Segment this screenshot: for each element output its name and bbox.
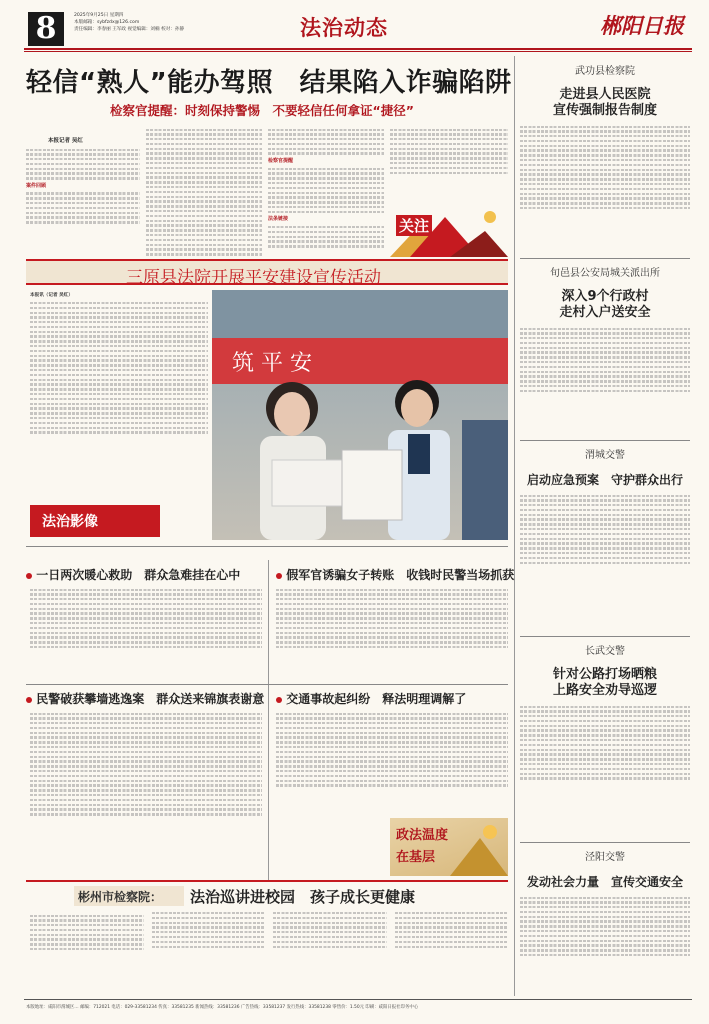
bottom-body — [30, 912, 508, 994]
bottom-title: 法治巡讲进校园 孩子成长更健康 — [190, 888, 416, 906]
story3-headline: 民警破获攀墙逃逸案 群众送来锦旗表谢意 — [36, 692, 265, 706]
feature-title: 三原县法院开展平安建设宣传活动 — [126, 268, 381, 288]
right-sec1-label: 武功县检察院 — [575, 66, 635, 77]
masthead-logo: 郴阳日报 — [600, 13, 684, 38]
photo-label: 法治影像 — [42, 514, 98, 530]
story2-title — [276, 566, 515, 583]
prosecutor-tip-heading: 检察官提醒 — [268, 157, 294, 164]
lead-headline: 轻信“熟人”能办驾照 结果陷入诈骗陷阱 — [26, 68, 512, 98]
story3-body — [30, 710, 262, 878]
story4-body — [276, 710, 508, 830]
mid-rule — [26, 546, 508, 547]
svg-text:筑 平 安: 筑 平 安 — [232, 351, 312, 376]
right-sec5 — [520, 848, 690, 998]
feature-photo — [212, 290, 508, 540]
bullet-icon — [276, 573, 282, 579]
lead-body-col1 — [26, 146, 140, 272]
right-sec1-body — [520, 123, 690, 257]
right-sec1 — [520, 62, 690, 257]
promo-bottom: 在基层 — [396, 850, 436, 865]
feature-banner — [26, 259, 508, 288]
story4-headline: 交通事故起纠纷 释法明理调解了 — [286, 692, 467, 706]
photo-scene-icon — [212, 290, 508, 540]
stories-divider — [268, 560, 269, 880]
issue-info-line: 本版邮箱：sybfzdx@126.com — [74, 20, 140, 25]
story1-body — [30, 586, 262, 682]
lead-subhead: 检察官提醒：时刻保持警惕 不要轻信任何拿证“捷径” — [110, 103, 414, 118]
right-sec4 — [520, 642, 690, 833]
photo-label-box — [30, 505, 160, 537]
lead-body-col3 — [268, 126, 384, 274]
right-sec3 — [520, 446, 690, 612]
promo-top: 政法温度 — [396, 828, 449, 843]
case-review-heading: 案件回顾 — [26, 182, 47, 189]
right-sec5-label: 泾阳交警 — [585, 852, 625, 863]
story2-headline: 假军官诱骗女子转账 收钱时民警当场抓获 — [286, 568, 515, 582]
focus-tag: 关注 — [396, 215, 432, 236]
lead-body-col2 — [146, 126, 262, 274]
bottom-label-box — [74, 886, 184, 906]
feature-byline: 本报讯（记者 吴红） — [30, 293, 73, 298]
right-sec3-label: 渭城交警 — [585, 450, 625, 461]
lead-byline: 本报记者 吴红 — [48, 138, 83, 144]
header-rule — [24, 48, 692, 50]
right-sec3-title: 启动应急预案 守护群众出行 — [526, 473, 683, 487]
bullet-icon — [26, 697, 32, 703]
story1-headline: 一日两次暖心救助 群众急难挂在心中 — [36, 568, 241, 582]
bottom-label: 彬州市检察院： — [78, 890, 163, 904]
right-rule-3 — [520, 636, 690, 637]
story3-title — [26, 690, 266, 707]
right-sec4-title: 针对公路打场晒粮 上路安全劝导巡逻 — [552, 667, 657, 698]
right-sec5-body — [520, 894, 690, 998]
right-sec4-label: 长武交警 — [585, 646, 625, 657]
bullet-icon — [276, 697, 282, 703]
focus-tag-art — [390, 205, 508, 257]
footer-text: 本版地址：咸阳市渭城区… 邮编：712021 电话：029-33581234 传真：33581235 新闻热线：33581236 广告热线：33581237 发行热线：33581238 零售价：1.50元 印刷：咸阳日报社印务中心 — [26, 1005, 419, 1010]
feature-body — [30, 292, 208, 504]
story-rule — [26, 684, 508, 685]
right-rule-1 — [520, 258, 690, 259]
issue-info-line: 2025年9月25日 星期四 — [74, 13, 124, 18]
story2-body — [276, 586, 508, 682]
right-rule-4 — [520, 842, 690, 843]
right-sec2-title: 深入9个行政村 走村入户送安全 — [559, 289, 651, 320]
issue-info-line: 责任编辑：李春丽 王军政 视觉编辑：刘楠 校对：孙静 — [74, 27, 185, 32]
right-sec4-body — [520, 703, 690, 833]
story4-title — [276, 690, 508, 707]
section-title: 法治动态 — [300, 16, 388, 40]
right-sec2-label: 旬邑县公安局城关派出所 — [550, 268, 660, 279]
law-link-heading: 法条链接 — [268, 216, 289, 223]
bottom-rule — [26, 880, 508, 882]
lead-body-col4 — [390, 126, 508, 204]
right-sec2-body — [520, 325, 690, 435]
footer-rule — [24, 999, 692, 1000]
main-right-divider — [514, 56, 515, 996]
right-rule-2 — [520, 440, 690, 441]
right-sec2 — [520, 264, 690, 435]
page-number: 8 — [28, 12, 64, 46]
issue-info — [74, 12, 274, 33]
header-rule-thin — [24, 51, 692, 52]
promo-box — [390, 818, 508, 876]
right-sec5-title: 发动社会力量 宣传交通安全 — [526, 875, 683, 889]
right-sec3-body — [520, 492, 690, 612]
story1-title — [26, 566, 266, 583]
right-sec1-title: 走进县人民医院 宣传强制报告制度 — [552, 87, 657, 118]
bullet-icon — [26, 573, 32, 579]
